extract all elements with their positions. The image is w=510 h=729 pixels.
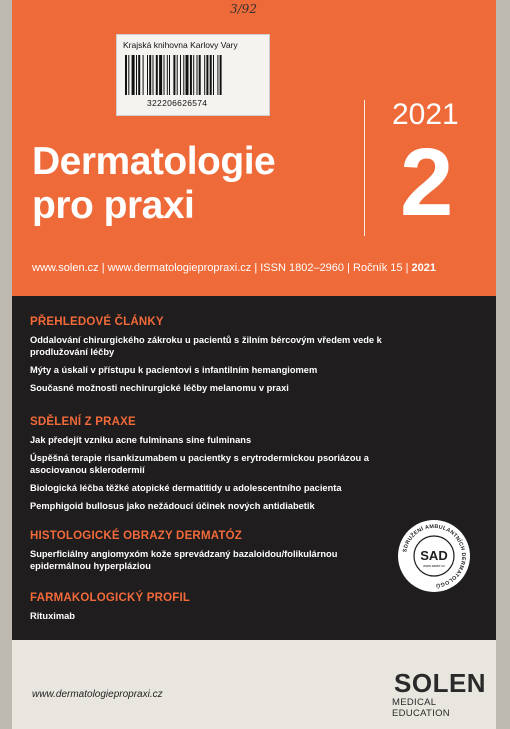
- article-title[interactable]: Mýty a úskalí v přístupu k pacientovi s infantilním hemangiomem: [30, 365, 318, 375]
- handwritten-note: 3/92: [230, 2, 257, 16]
- sad-badge-url: www.sadcr.cz: [423, 564, 445, 568]
- footer-website-link[interactable]: www.dermatologiepropraxi.cz: [32, 689, 163, 700]
- section-review-articles: [30, 316, 420, 400]
- journal-title-line2: pro praxi: [32, 184, 195, 227]
- article-title[interactable]: Rituximab: [30, 611, 75, 621]
- publication-info-year: 2021: [411, 262, 436, 274]
- issue-year: 2021: [392, 98, 459, 131]
- issue-number: 2: [400, 129, 454, 236]
- divider: [364, 100, 365, 236]
- barcode: [125, 55, 259, 95]
- journal-title: [32, 140, 275, 228]
- sad-badge-ring-text: SDRUŽENÍ AMBULANTNÍCH DERMATOLOGŮ: [402, 523, 467, 588]
- library-sticker: [116, 34, 270, 116]
- library-name: Krajská knihovna Karlovy Vary: [123, 40, 238, 50]
- article-title[interactable]: Superficiálny angiomyxóm kože sprevádzaný bazaloidou/folikulárnou epidermálnou hyperpláziou: [30, 549, 338, 571]
- section-heading: PŘEHLEDOVÉ ČLÁNKY: [30, 316, 164, 328]
- section-heading: HISTOLOGICKÉ OBRAZY DERMATÓZ: [30, 530, 242, 542]
- journal-title-line1: Dermatologie: [32, 140, 276, 183]
- section-pharmacology: [30, 592, 420, 628]
- article-title[interactable]: Pemphigoid bullosus jako nežádoucí účinek nových antidiabetik: [30, 501, 315, 511]
- sad-badge-logo: [396, 518, 472, 594]
- publisher-tagline: MEDICAL EDUCATION: [392, 697, 450, 719]
- journal-cover: [12, 0, 496, 729]
- publication-info: [32, 262, 436, 274]
- sad-badge-abbr: SAD: [420, 548, 448, 563]
- publisher-logo: SOLEN: [394, 668, 487, 698]
- section-case-reports: [30, 416, 420, 518]
- section-heading: FARMAKOLOGICKÝ PROFIL: [30, 592, 191, 604]
- article-title[interactable]: Jak předejít vzniku acne fulminans sine fulminans: [30, 435, 252, 445]
- publication-info-text: www.solen.cz | www.dermatologiepropraxi.cz | ISSN 1802–2960 | Ročník 15 |: [32, 262, 412, 274]
- section-histology: [30, 530, 370, 578]
- section-heading: SDĚLENÍ Z PRAXE: [30, 416, 136, 428]
- article-title[interactable]: Biologická léčba těžké atopické dermatitidy u adolescentního pacienta: [30, 483, 342, 493]
- article-title[interactable]: Oddalování chirurgického zákroku u pacientů s žilním bércovým vředem vede k prodlužování léčby: [30, 335, 382, 357]
- article-title[interactable]: Současné možnosti nechirurgické léčby melanomu v praxi: [30, 383, 289, 393]
- article-title[interactable]: Úspěšná terapie risankizumabem u pacientky s erytrodermickou psoriázou a asociovanou sklerodermií: [30, 453, 369, 475]
- barcode-number: 322206626574: [147, 98, 208, 108]
